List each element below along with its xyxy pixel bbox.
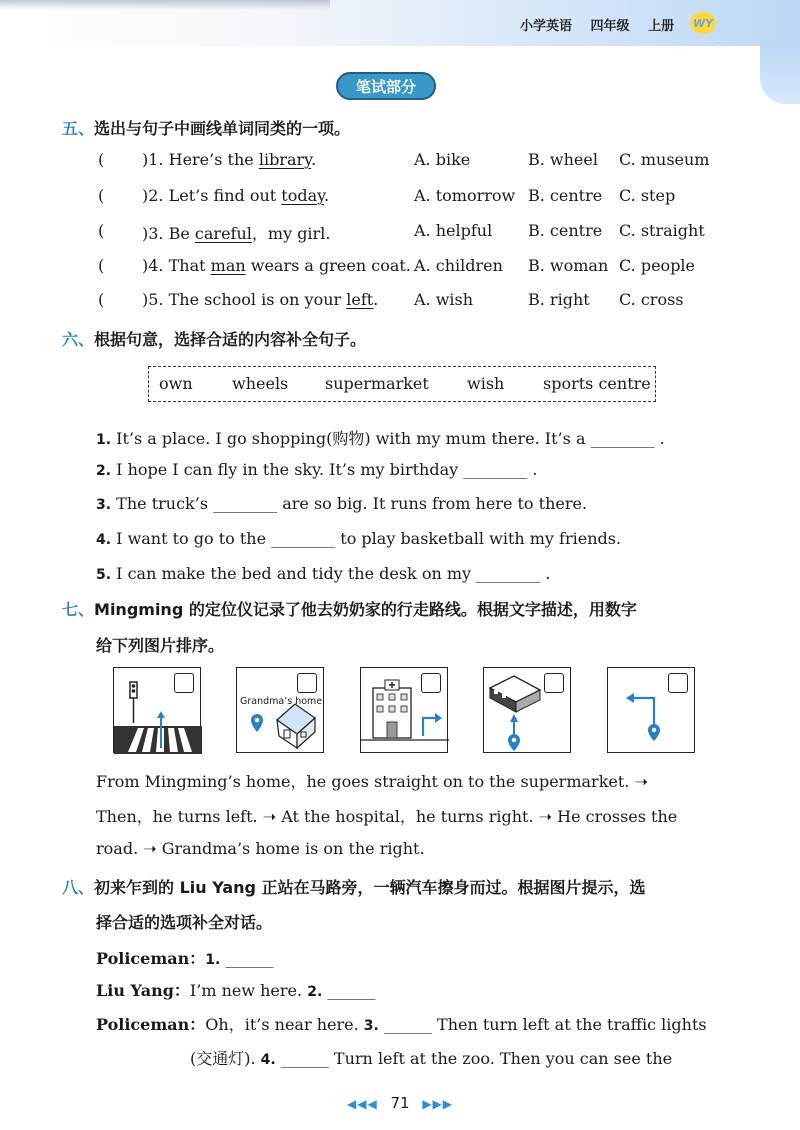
underlined-word: careful — [194, 224, 252, 243]
question-stem — [142, 186, 329, 205]
question-number: )5. — [142, 290, 164, 309]
word-bank-item: supermarket — [325, 374, 429, 393]
question-text: ，my girl. — [251, 224, 331, 243]
question-text: . — [373, 290, 379, 309]
option-c[interactable]: C. people — [619, 256, 696, 275]
page-footer — [0, 1094, 800, 1112]
answer-box[interactable] — [297, 673, 317, 693]
blank-number: 4. — [260, 1052, 276, 1068]
answer-blank[interactable]: ______ — [280, 1049, 329, 1068]
question-text: I hope I can fly in the sky. It’s my birthday — [116, 460, 459, 479]
section8-heading — [62, 875, 646, 898]
option-a[interactable]: A. wish — [414, 290, 474, 309]
question-text: That — [168, 256, 211, 275]
option-b[interactable]: B. centre — [528, 186, 603, 205]
answer-bracket[interactable]: ( — [98, 186, 105, 205]
grandmas-home-label: Grandma’s home — [240, 696, 323, 707]
publisher-badge: WY — [690, 12, 716, 34]
next-arrows-icon: ▶▶▶ — [422, 1097, 454, 1111]
option-b[interactable]: B. centre — [528, 221, 603, 240]
book-subject: 小学英语 — [520, 19, 573, 34]
question-text: Let’s find out — [168, 186, 282, 205]
question-number: )1. — [142, 150, 164, 169]
question-stem — [142, 290, 378, 309]
fill-blank-question — [96, 426, 665, 449]
word-bank-item: own — [159, 374, 193, 393]
underlined-word: library — [258, 150, 312, 169]
dialogue-line — [96, 946, 273, 969]
route-paragraph-line: road. ➝ Grandma’s home is on the right. — [96, 839, 425, 858]
question-number: 4. — [96, 532, 112, 548]
question-number: )3. — [142, 224, 164, 243]
answer-bracket[interactable]: ( — [98, 150, 105, 169]
option-a[interactable]: A. tomorrow — [414, 186, 516, 205]
section5-heading — [62, 116, 350, 139]
option-c[interactable]: C. museum — [619, 150, 710, 169]
header-side-tab — [760, 46, 800, 104]
option-a[interactable]: A. bike — [414, 150, 471, 169]
fill-blank-question — [96, 529, 621, 548]
speaker: Policeman： — [96, 949, 206, 968]
question-text: I want to go to the — [116, 529, 267, 548]
section8-number: 八、 — [62, 878, 95, 897]
underlined-word: today — [281, 186, 325, 205]
dialogue-text: I’m new here. — [189, 981, 303, 1000]
option-a[interactable]: A. helpful — [414, 221, 493, 240]
dialogue-text: (交通灯). — [190, 1049, 256, 1068]
book-volume: 上册 — [648, 19, 675, 34]
section6-title: 根据句意，选择合适的内容补全句子。 — [94, 330, 367, 349]
question-number: 1. — [96, 432, 112, 448]
answer-blank[interactable]: ________ — [476, 564, 541, 583]
picture-hospital-turn-right — [360, 667, 448, 753]
question-text: Here’s the — [168, 150, 259, 169]
question-text: . — [311, 150, 317, 169]
question-text: The school is on your — [168, 290, 347, 309]
page-number: 71 — [390, 1094, 410, 1112]
route-paragraph-line: From Mingming’s home，he goes straight on to the supermarket. ➝ — [96, 772, 648, 791]
prev-arrows-icon: ◀◀◀ — [346, 1097, 378, 1111]
section8-title-line1: 初来乍到的 Liu Yang 正站在马路旁，一辆汽车擦身而过。根据图片提示，选 — [94, 878, 646, 897]
answer-box[interactable] — [421, 673, 441, 693]
question-number: 5. — [96, 567, 112, 583]
answer-bracket[interactable]: ( — [98, 256, 105, 275]
dialogue-line — [190, 1046, 672, 1069]
question-text: are so big. It runs from here to there. — [282, 494, 588, 513]
word-bank-item: wheels — [232, 374, 289, 393]
blank-number: 2. — [307, 984, 323, 1000]
section7-title-line2: 给下列图片排序。 — [96, 636, 225, 655]
answer-blank[interactable]: ________ — [271, 529, 336, 548]
section6-heading — [62, 327, 366, 350]
dialogue-text: Then turn left at the traffic lights — [437, 1015, 707, 1034]
answer-blank[interactable]: ______ — [327, 981, 376, 1000]
section5-title: 选出与句子中画线单词同类的一项。 — [94, 119, 351, 138]
word-bank-item: wish — [467, 374, 505, 393]
answer-blank[interactable]: ________ — [590, 429, 655, 448]
section7-heading — [62, 597, 637, 620]
option-c[interactable]: C. straight — [619, 221, 705, 240]
question-stem — [142, 150, 316, 169]
underlined-word: left — [346, 290, 374, 309]
section5-number: 五、 — [62, 119, 95, 138]
answer-blank[interactable]: ______ — [383, 1015, 432, 1034]
option-c[interactable]: C. step — [619, 186, 676, 205]
dialogue-text: Turn left at the zoo. Then you can see the — [333, 1049, 673, 1068]
dialogue-line — [96, 1012, 707, 1035]
picture-grandmas-home — [236, 667, 324, 753]
answer-bracket[interactable]: ( — [98, 221, 105, 240]
question-text: . — [659, 429, 665, 448]
word-bank — [148, 366, 656, 402]
question-text: . — [324, 186, 330, 205]
option-b[interactable]: B. wheel — [528, 150, 598, 169]
speaker: Liu Yang： — [96, 981, 190, 1000]
question-text: to play basketball with my friends. — [340, 529, 622, 548]
underlined-word: man — [210, 256, 246, 275]
fill-blank-question — [96, 564, 550, 583]
blank-number: 3. — [363, 1018, 379, 1034]
fill-blank-question — [96, 494, 587, 513]
answer-box[interactable] — [668, 673, 688, 693]
route-paragraph-line: Then，he turns left. ➝ At the hospital，he turns right. ➝ He crosses the — [96, 807, 678, 826]
picture-turn-left — [607, 667, 695, 753]
option-a[interactable]: A. children — [414, 256, 503, 275]
option-c[interactable]: C. cross — [619, 290, 684, 309]
section6-number: 六、 — [62, 330, 95, 349]
question-text: It’s a place. I go shopping(购物) with my mum there. It’s a — [116, 429, 586, 448]
blank-number: 1. — [205, 952, 221, 968]
speaker: Policeman： — [96, 1015, 206, 1034]
option-b[interactable]: B. right — [528, 290, 590, 309]
header-shadow — [0, 0, 330, 10]
section7-number: 七、 — [62, 600, 95, 619]
dialogue-line — [96, 978, 375, 1001]
answer-blank[interactable]: ______ — [225, 949, 274, 968]
section8-title-line2: 择合适的选项补全对话。 — [96, 913, 273, 932]
question-text: . — [545, 564, 551, 583]
answer-box[interactable] — [544, 673, 564, 693]
question-text: I can make the bed and tidy the desk on my — [116, 564, 472, 583]
question-number: )4. — [142, 256, 164, 275]
answer-bracket[interactable]: ( — [98, 290, 105, 309]
picture-crosswalk — [113, 667, 201, 753]
question-stem — [142, 256, 411, 275]
question-text: wears a green coat. — [245, 256, 411, 275]
book-grade: 四年级 — [590, 19, 630, 34]
picture-supermarket-straight — [483, 667, 571, 753]
dialogue-text: Oh，it’s near here. — [205, 1015, 359, 1034]
question-text: . — [532, 460, 538, 479]
answer-box[interactable] — [174, 673, 194, 693]
question-number: )2. — [142, 186, 164, 205]
book-info — [520, 15, 688, 34]
fill-blank-question — [96, 460, 537, 479]
question-stem — [142, 221, 330, 244]
word-bank-item: sports centre — [543, 374, 651, 393]
option-b[interactable]: B. woman — [528, 256, 609, 275]
question-number: 2. — [96, 463, 112, 479]
question-number: 3. — [96, 497, 112, 513]
section-banner: 笔试部分 — [336, 72, 436, 100]
question-text: The truck’s — [116, 494, 209, 513]
section7-title-line1: Mingming 的定位仪记录了他去奶奶家的行走路线。根据文字描述，用数字 — [94, 600, 637, 619]
answer-blank[interactable]: ________ — [213, 494, 278, 513]
answer-blank[interactable]: ________ — [463, 460, 528, 479]
question-text: Be — [168, 224, 195, 243]
